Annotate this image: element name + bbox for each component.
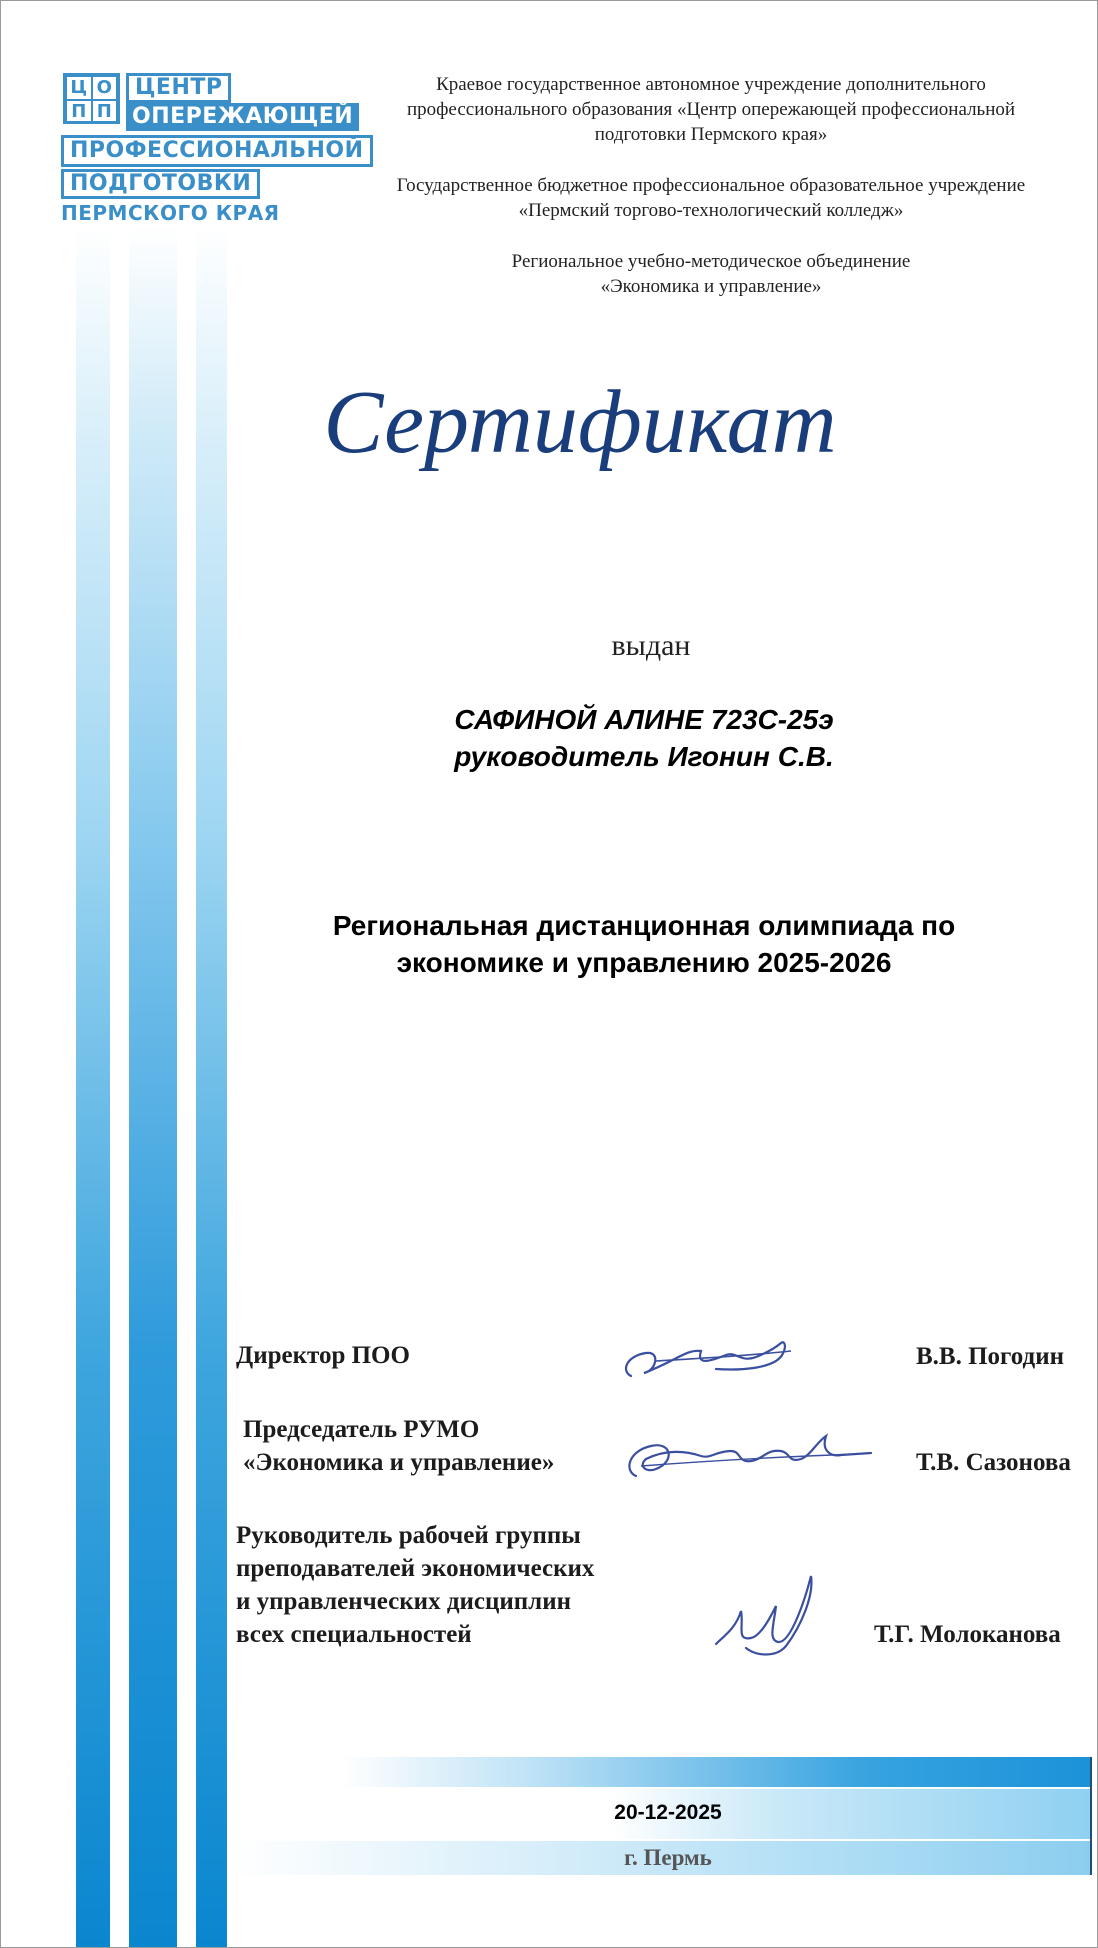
signatory-role-line: и управленческих дисциплин bbox=[236, 1588, 572, 1615]
header-line: профессионального образования «Центр опережающей профессиональной bbox=[406, 99, 1016, 120]
header-org-3 bbox=[353, 249, 1069, 299]
signatory-role-line: преподавателей экономических bbox=[236, 1555, 595, 1582]
header-org-1 bbox=[353, 72, 1069, 147]
certificate-title: Сертификат bbox=[323, 373, 837, 472]
signatory-role-line: Председатель РУМО bbox=[243, 1416, 480, 1443]
logo-line: ПРОФЕССИОНАЛЬНОЙ bbox=[61, 135, 373, 167]
footer-band-edge bbox=[1090, 1757, 1092, 1875]
header-org-2 bbox=[353, 173, 1069, 223]
header-line: Государственное бюджетное профессиональное образовательное учреждение bbox=[396, 175, 1026, 196]
decor-stripe-1 bbox=[76, 226, 110, 1947]
logo-mark-letter: Ц bbox=[66, 76, 92, 100]
recipient-block bbox=[341, 701, 947, 775]
header-line: «Экономика и управление» bbox=[600, 276, 822, 297]
event-title bbox=[261, 907, 1027, 981]
event-title-line: Региональная дистанционная олимпиада по bbox=[332, 910, 956, 941]
decor-stripe-2 bbox=[129, 226, 177, 1947]
logo-line: ПОДГОТОВКИ bbox=[61, 169, 260, 199]
signatory-role-line: «Экономика и управление» bbox=[243, 1449, 555, 1476]
signatory-name-rumo: Т.В. Сазонова bbox=[916, 1449, 1071, 1476]
signature-director-icon bbox=[616, 1331, 806, 1391]
logo-mark-icon bbox=[63, 73, 120, 124]
issued-label: выдан bbox=[611, 629, 691, 662]
signatory-role-rumo bbox=[243, 1413, 554, 1479]
signature-rumo-icon bbox=[616, 1421, 876, 1491]
signatory-role-line: Руководитель рабочей группы bbox=[236, 1522, 581, 1549]
issue-city: г. Пермь bbox=[624, 1845, 712, 1870]
header-line: Краевое государственное автономное учреждение дополнительного bbox=[436, 74, 986, 95]
logo-mark-letter: П bbox=[92, 100, 118, 124]
issue-date: 20-12-2025 bbox=[614, 1801, 722, 1824]
footer-band bbox=[341, 1757, 1092, 1787]
decor-stripe-3 bbox=[196, 226, 227, 1947]
logo-line: ЦЕНТР bbox=[126, 73, 231, 103]
signatory-role-line: всех специальностей bbox=[236, 1621, 472, 1648]
logo-mark-letter: О bbox=[92, 76, 118, 100]
signatory-name-workgroup: Т.Г. Молоканова bbox=[874, 1621, 1061, 1648]
header-line: подготовки Пермского края» bbox=[594, 124, 828, 145]
recipient-name: САФИНОЙ АЛИНЕ 723С-25э bbox=[454, 704, 834, 735]
logo-line: ОПЕРЕЖАЮЩЕЙ bbox=[126, 103, 359, 131]
signature-workgroup-icon bbox=[706, 1566, 826, 1661]
signatory-role-director bbox=[236, 1339, 410, 1372]
event-title-line: экономике и управлению 2025-2026 bbox=[396, 947, 892, 978]
signatory-name-director: В.В. Погодин bbox=[916, 1343, 1065, 1370]
logo-mark-letter: П bbox=[66, 100, 92, 124]
header-line: «Пермский торгово-технологический колледж» bbox=[518, 200, 904, 221]
logo-line: ПЕРМСКОГО КРАЯ bbox=[61, 201, 280, 225]
copp-logo bbox=[61, 71, 364, 231]
signatory-role-workgroup bbox=[236, 1519, 594, 1651]
supervisor-name: руководитель Игонин С.В. bbox=[454, 741, 834, 772]
signatory-role-line: Директор ПОО bbox=[236, 1342, 410, 1369]
header-line: Региональное учебно-методическое объединение bbox=[511, 251, 911, 272]
